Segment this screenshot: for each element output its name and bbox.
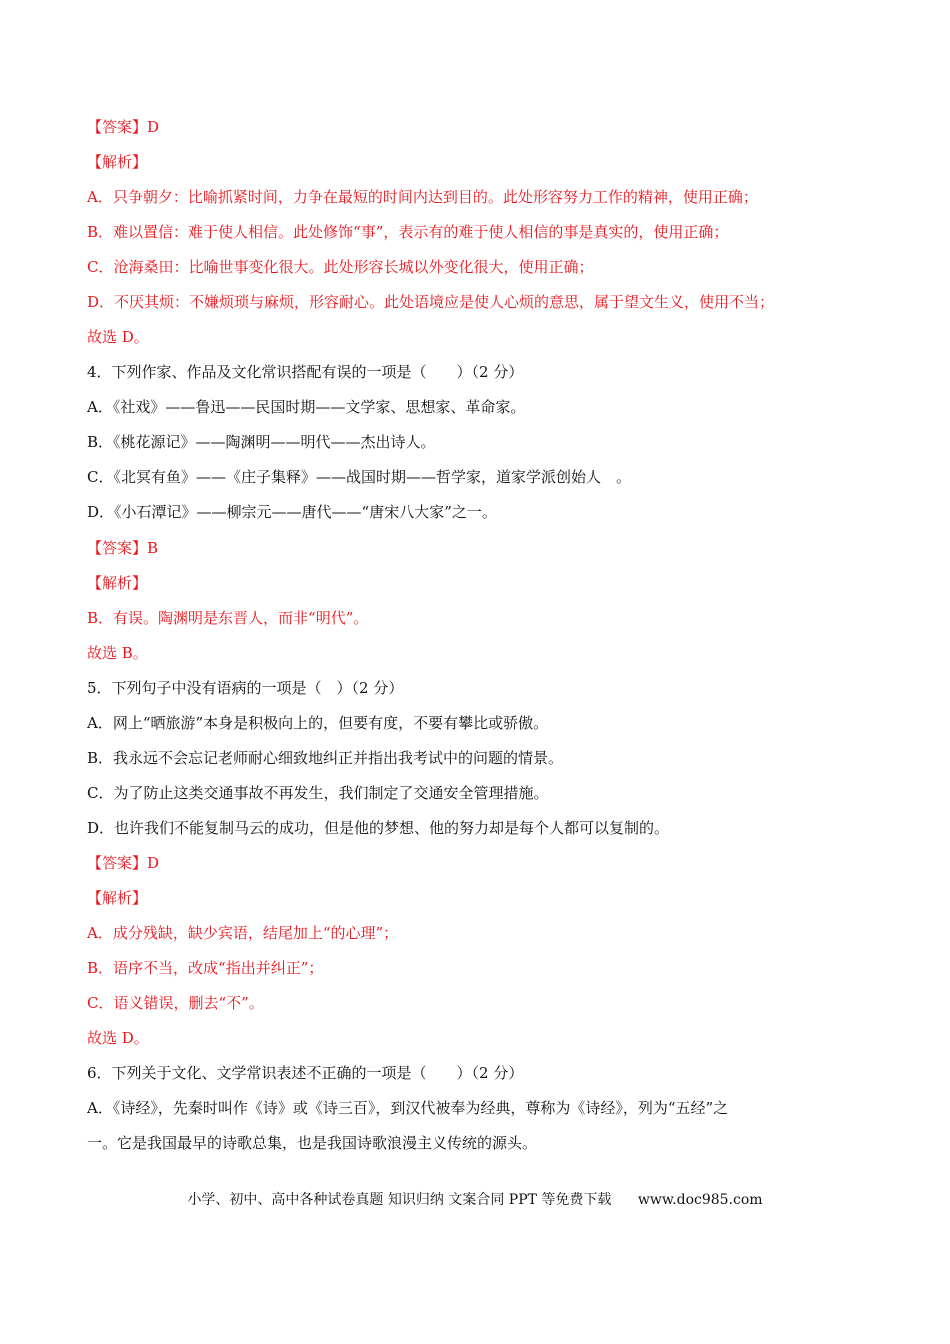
q3-answer: 【答案】D — [87, 118, 160, 136]
q5-stem: 5．下列句子中没有语病的一项是（ ）（2 分） — [87, 679, 404, 697]
q5-answer: 【答案】D — [87, 854, 160, 872]
q5-option-d: D．也许我们不能复制马云的成功，但是他的梦想、他的努力却是每个人都可以复制的。 — [87, 819, 670, 837]
q3-conclusion: 故选 D。 — [87, 328, 149, 346]
q4-conclusion: 故选 B。 — [87, 644, 148, 662]
q5-option-a: A．网上“晒旅游”本身是积极向上的，但要有度，不要有攀比或骄傲。 — [87, 714, 549, 732]
q6-option-a-line2: 一。它是我国最早的诗歌总集，也是我国诗歌浪漫主义传统的源头。 — [87, 1134, 538, 1152]
q4-option-d: D．《小石潭记》——柳宗元——唐代——“唐宋八大家”之一。 — [87, 503, 497, 521]
q4-stem: 4．下列作家、作品及文化常识搭配有误的一项是（ ）（2 分） — [87, 363, 524, 381]
footer-url[interactable]: www.doc985.com — [637, 1192, 763, 1208]
q4-analysis-b: B．有误。陶渊明是东晋人，而非“明代”。 — [87, 609, 369, 627]
q5-analysis-label: 【解析】 — [87, 889, 148, 907]
q3-analysis-a: A．只争朝夕：比喻抓紧时间，力争在最短的时间内达到目的。此处形容努力工作的精神，使用正确； — [87, 188, 758, 206]
footer-text: 小学、初中、高中各种试卷真题 知识归纳 文案合同 PPT 等免费下载 — [187, 1192, 612, 1208]
q5-option-c: C．为了防止这类交通事故不再发生，我们制定了交通安全管理措施。 — [87, 784, 549, 802]
q5-conclusion: 故选 D。 — [87, 1029, 149, 1047]
q4-analysis-label: 【解析】 — [87, 574, 148, 592]
q4-option-b: B．《桃花源记》——陶渊明——明代——杰出诗人。 — [87, 433, 436, 451]
q4-answer: 【答案】B — [87, 539, 159, 557]
q3-analysis-c: C．沧海桑田：比喻世事变化很大。此处形容长城以外变化很大，使用正确； — [87, 258, 594, 276]
q6-option-a-line1: A．《诗经》，先秦时叫作《诗》或《诗三百》，到汉代被奉为经典，尊称为《诗经》，列为“五经”之 — [87, 1099, 729, 1117]
page-footer — [0, 1190, 950, 1210]
q3-analysis-d: D．不厌其烦：不嫌烦琐与麻烦，形容耐心。此处语境应是使人心烦的意思，属于望文生义，使用不当； — [87, 293, 775, 311]
q5-analysis-a: A．成分残缺，缺少宾语，结尾加上“的心理”； — [87, 924, 399, 942]
q5-analysis-c: C．语义错误，删去“不”。 — [87, 994, 264, 1012]
q3-analysis-b: B．难以置信：难于使人相信。此处修饰“事”，表示有的难于使人相信的事是真实的，使用正确； — [87, 223, 729, 241]
q5-analysis-b: B．语序不当，改成“指出并纠正”； — [87, 959, 324, 977]
q3-analysis-label: 【解析】 — [87, 153, 148, 171]
q4-option-a: A．《社戏》——鲁迅——民国时期——文学家、思想家、革命家。 — [87, 398, 526, 416]
q5-option-b: B．我永远不会忘记老师耐心细致地纠正并指出我考试中的问题的情景。 — [87, 749, 564, 767]
q4-option-c: C．《北冥有鱼》——《庄子集释》——战国时期——哲学家，道家学派创始人 。 — [87, 468, 631, 486]
q6-stem: 6．下列关于文化、文学常识表述不正确的一项是（ ）（2 分） — [87, 1064, 524, 1082]
